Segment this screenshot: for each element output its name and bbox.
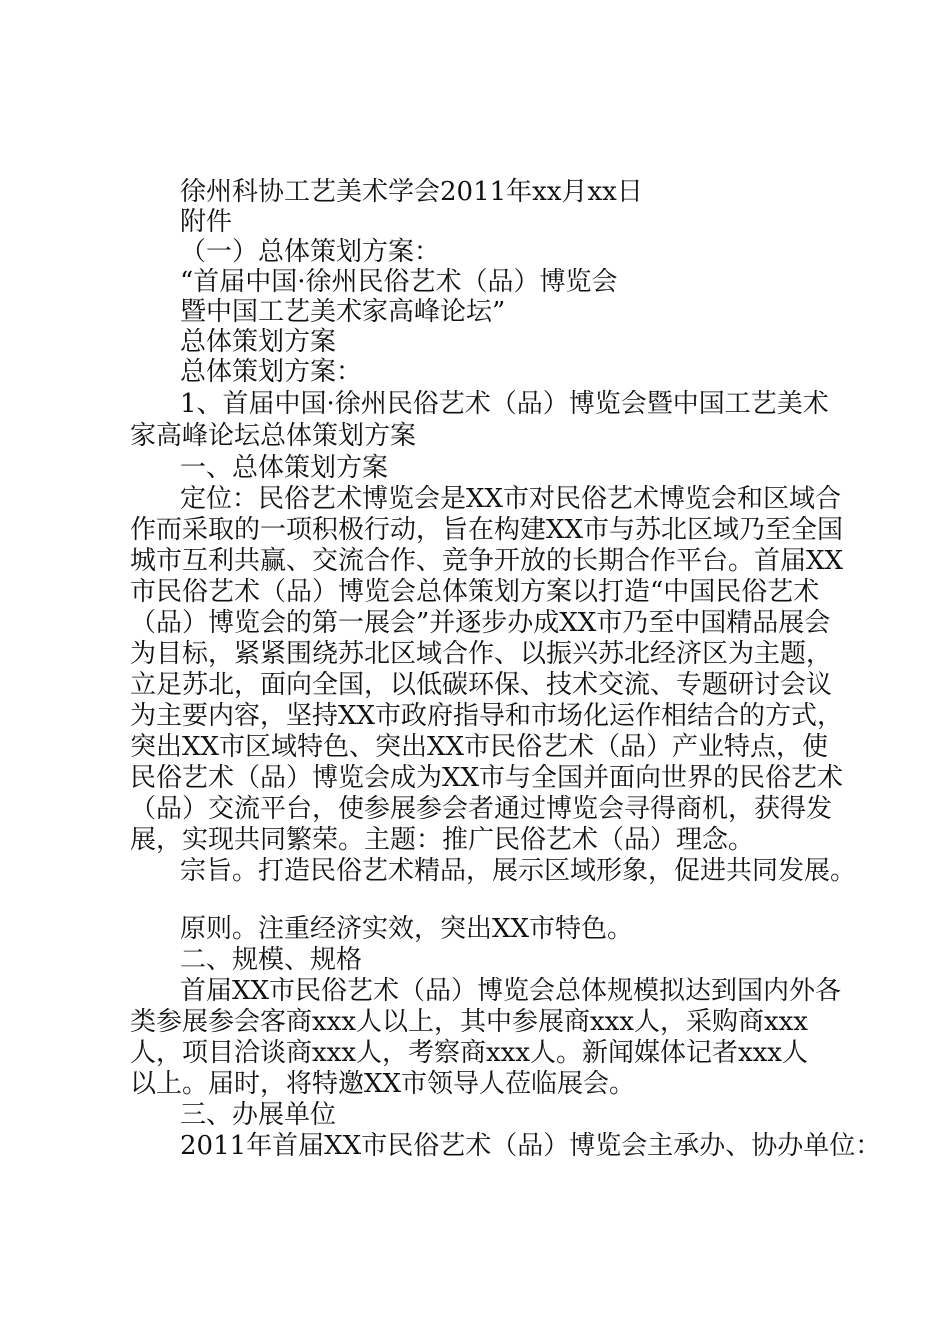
title-line: “首届中国·徐州民俗艺术（品）博览会 (180, 267, 618, 297)
body-line: 首届XX市民俗艺术（品）博览会总体规模拟达到国内外各 (180, 976, 842, 1006)
attachment-label: 附件 (180, 207, 233, 237)
subtitle-line: 总体策划方案 (180, 327, 337, 357)
body-line: 2011年首届XX市民俗艺术（品）博览会主承办、协办单位： (180, 1131, 882, 1161)
body-line: 以上。届时，将特邀XX市领导人莅临展会。 (130, 1069, 636, 1099)
body-line: 民俗艺术（品）博览会成为XX市与全国并面向世界的民俗艺术 (130, 763, 844, 793)
body-line: 原则。注重经济实效，突出XX市特色。 (180, 914, 634, 944)
body-line: 为主要内容，坚持XX市政府指导和市场化运作相结合的方式， (130, 701, 844, 731)
section-heading: 三、办展单位 (180, 1100, 337, 1130)
title-line: 暨中国工艺美术家高峰论坛” (180, 297, 506, 327)
body-line: 定位：民俗艺术博览会是XX市对民俗艺术博览会和区域合 (180, 484, 842, 514)
body-line: 宗旨。打造民俗艺术精品，展示区域形象，促进共同发展。 (180, 856, 857, 886)
body-line: 为目标，紧紧围绕苏北区域合作、以振兴苏北经济区为主题， (130, 639, 833, 669)
body-line: 突出XX市区域特色、突出XX市民俗艺术（品）产业特点，使 (130, 732, 829, 762)
body-line: 城市互利共赢、交流合作、竞争开放的长期合作平台。首届XX (130, 546, 844, 576)
body-line: 展，实现共同繁荣。主题：推广民俗艺术（品）理念。 (130, 825, 755, 855)
body-line: （品）交流平台，使参展参会者通过博览会寻得商机，获得发 (130, 794, 833, 824)
section-heading: 一、总体策划方案 (180, 453, 389, 483)
body-line: （品）博览会的第一展会”并逐步办成XX市乃至中国精品展会 (130, 608, 831, 638)
body-line: 作而采取的一项积极行动，旨在构建XX市与苏北区域乃至全国 (130, 515, 844, 545)
body-line: 类参展参会客商xxx人以上，其中参展商xxx人，采购商xxx (130, 1007, 808, 1037)
body-line: 家高峰论坛总体策划方案 (130, 421, 417, 451)
signature-line: 徐州科协工艺美术学会2011年xx月xx日 (180, 177, 643, 207)
subtitle-line: 总体策划方案： (180, 357, 363, 387)
section-heading: 二、规模、规格 (180, 945, 363, 975)
body-line: 1、首届中国·徐州民俗艺术（品）博览会暨中国工艺美术 (180, 389, 829, 419)
body-line: 人，项目洽谈商xxx人，考察商xxx人。新闻媒体记者xxx人 (130, 1038, 808, 1068)
body-line: 市民俗艺术（品）博览会总体策划方案以打造“中国民俗艺术 (130, 577, 820, 607)
section-heading: （一）总体策划方案： (180, 237, 441, 267)
body-line: 立足苏北，面向全国，以低碳环保、技术交流、专题研讨会议 (130, 670, 833, 700)
